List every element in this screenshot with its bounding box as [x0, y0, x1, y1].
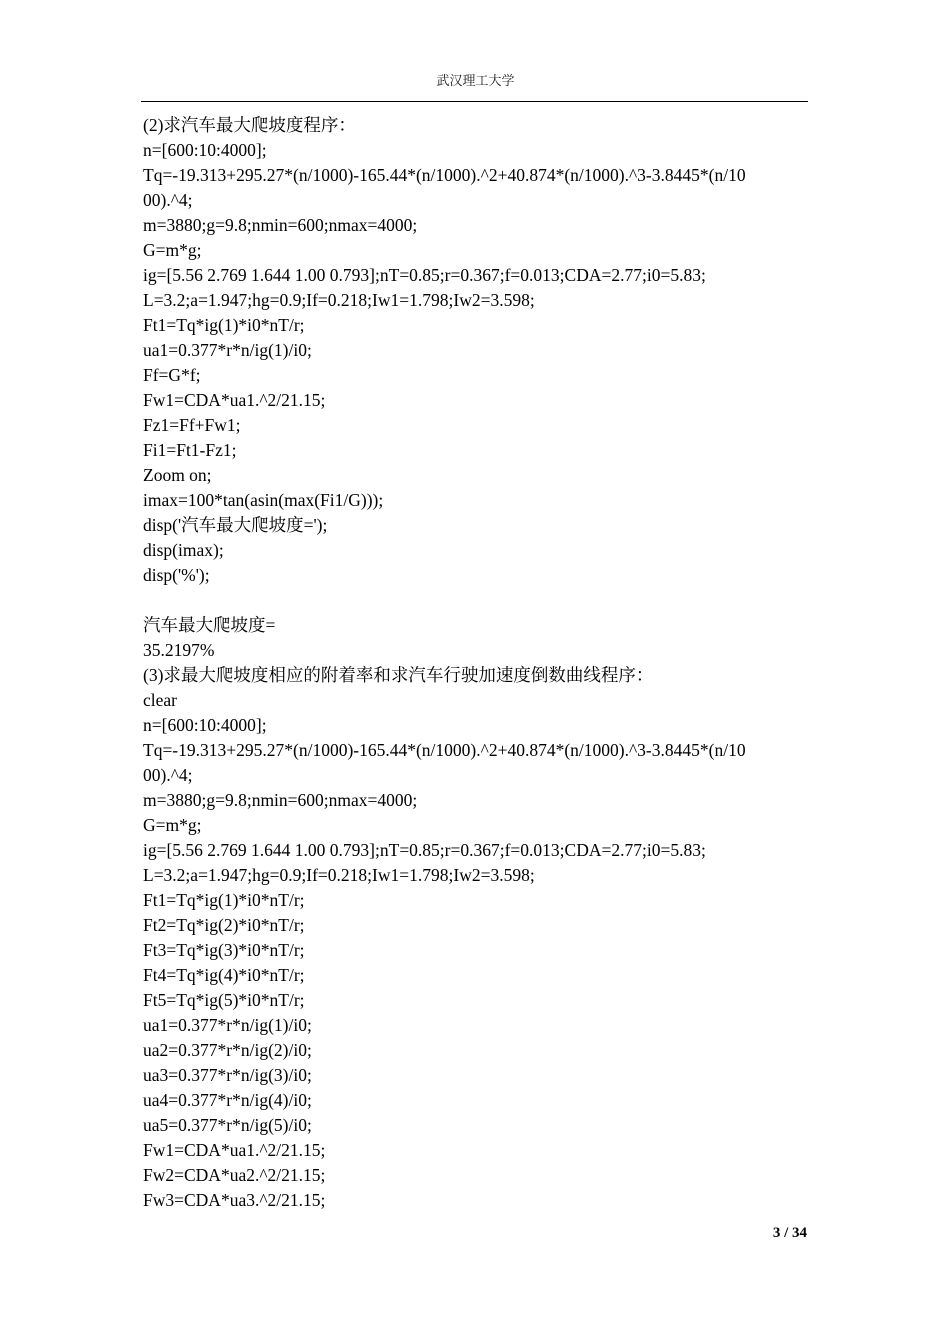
code-line: m=3880;g=9.8;nmin=600;nmax=4000;: [143, 790, 418, 810]
code-line: L=3.2;a=1.947;hg=0.9;If=0.218;Iw1=1.798;Iw2=3.598;: [143, 865, 535, 885]
code-line: Fz1=Ff+Fw1;: [143, 415, 241, 435]
code-line: (3)求最大爬坡度相应的附着率和求汽车行驶加速度倒数曲线程序：: [143, 665, 654, 685]
code-line: Ft1=Tq*ig(1)*i0*nT/r;: [143, 315, 305, 335]
code-line: 00).^4;: [143, 190, 193, 210]
code-line: 汽车最大爬坡度=: [143, 615, 276, 635]
code-line: ua2=0.377*r*n/ig(2)/i0;: [143, 1040, 312, 1060]
code-line: 00).^4;: [143, 765, 193, 785]
code-line: Ft4=Tq*ig(4)*i0*nT/r;: [143, 965, 305, 985]
code-line: clear: [143, 690, 177, 710]
code-line: n=[600:10:4000];: [143, 715, 267, 735]
code-line: Fw1=CDA*ua1.^2/21.15;: [143, 390, 326, 410]
code-line: Ff=G*f;: [143, 365, 201, 385]
code-line: ua1=0.377*r*n/ig(1)/i0;: [143, 1015, 312, 1035]
code-line: 35.2197%: [143, 640, 215, 660]
code-line: disp('汽车最大爬坡度=');: [143, 515, 328, 535]
code-line: Ft5=Tq*ig(5)*i0*nT/r;: [143, 990, 305, 1010]
code-line: L=3.2;a=1.947;hg=0.9;If=0.218;Iw1=1.798;Iw2=3.598;: [143, 290, 535, 310]
code-line: (2)求汽车最大爬坡度程序：: [143, 115, 356, 135]
code-line: n=[600:10:4000];: [143, 140, 267, 160]
code-line: Tq=-19.313+295.27*(n/1000)-165.44*(n/1000).^2+40.874*(n/1000).^3-3.8445*(n/10: [143, 740, 746, 760]
blank-line: [143, 588, 813, 613]
code-line: disp(imax);: [143, 540, 224, 560]
code-line: Fi1=Ft1-Fz1;: [143, 440, 237, 460]
code-line: Ft2=Tq*ig(2)*i0*nT/r;: [143, 915, 305, 935]
code-line: ua5=0.377*r*n/ig(5)/i0;: [143, 1115, 312, 1135]
code-line: G=m*g;: [143, 240, 202, 260]
code-line: ua4=0.377*r*n/ig(4)/i0;: [143, 1090, 312, 1110]
page-number: 3 / 34: [772, 1225, 807, 1241]
code-line: imax=100*tan(asin(max(Fi1/G)));: [143, 490, 384, 510]
code-line: ig=[5.56 2.769 1.644 1.00 0.793];nT=0.85;r=0.367;f=0.013;CDA=2.77;i0=5.83;: [143, 840, 706, 860]
code-line: ua1=0.377*r*n/ig(1)/i0;: [143, 340, 312, 360]
code-line: disp('%');: [143, 565, 210, 585]
code-line: m=3880;g=9.8;nmin=600;nmax=4000;: [143, 215, 418, 235]
code-line: Fw3=CDA*ua3.^2/21.15;: [143, 1190, 326, 1210]
code-line: Ft3=Tq*ig(3)*i0*nT/r;: [143, 940, 305, 960]
code-line: G=m*g;: [143, 815, 202, 835]
header-divider: [141, 101, 808, 102]
code-line: Fw1=CDA*ua1.^2/21.15;: [143, 1140, 326, 1160]
code-line: Fw2=CDA*ua2.^2/21.15;: [143, 1165, 326, 1185]
code-line: Zoom on;: [143, 465, 212, 485]
page-header: 武汉理工大学: [436, 74, 515, 89]
code-line: ua3=0.377*r*n/ig(3)/i0;: [143, 1065, 312, 1085]
code-line: Tq=-19.313+295.27*(n/1000)-165.44*(n/1000).^2+40.874*(n/1000).^3-3.8445*(n/10: [143, 165, 746, 185]
document-body: [143, 113, 813, 1213]
code-line: Ft1=Tq*ig(1)*i0*nT/r;: [143, 890, 305, 910]
code-line: ig=[5.56 2.769 1.644 1.00 0.793];nT=0.85;r=0.367;f=0.013;CDA=2.77;i0=5.83;: [143, 265, 706, 285]
